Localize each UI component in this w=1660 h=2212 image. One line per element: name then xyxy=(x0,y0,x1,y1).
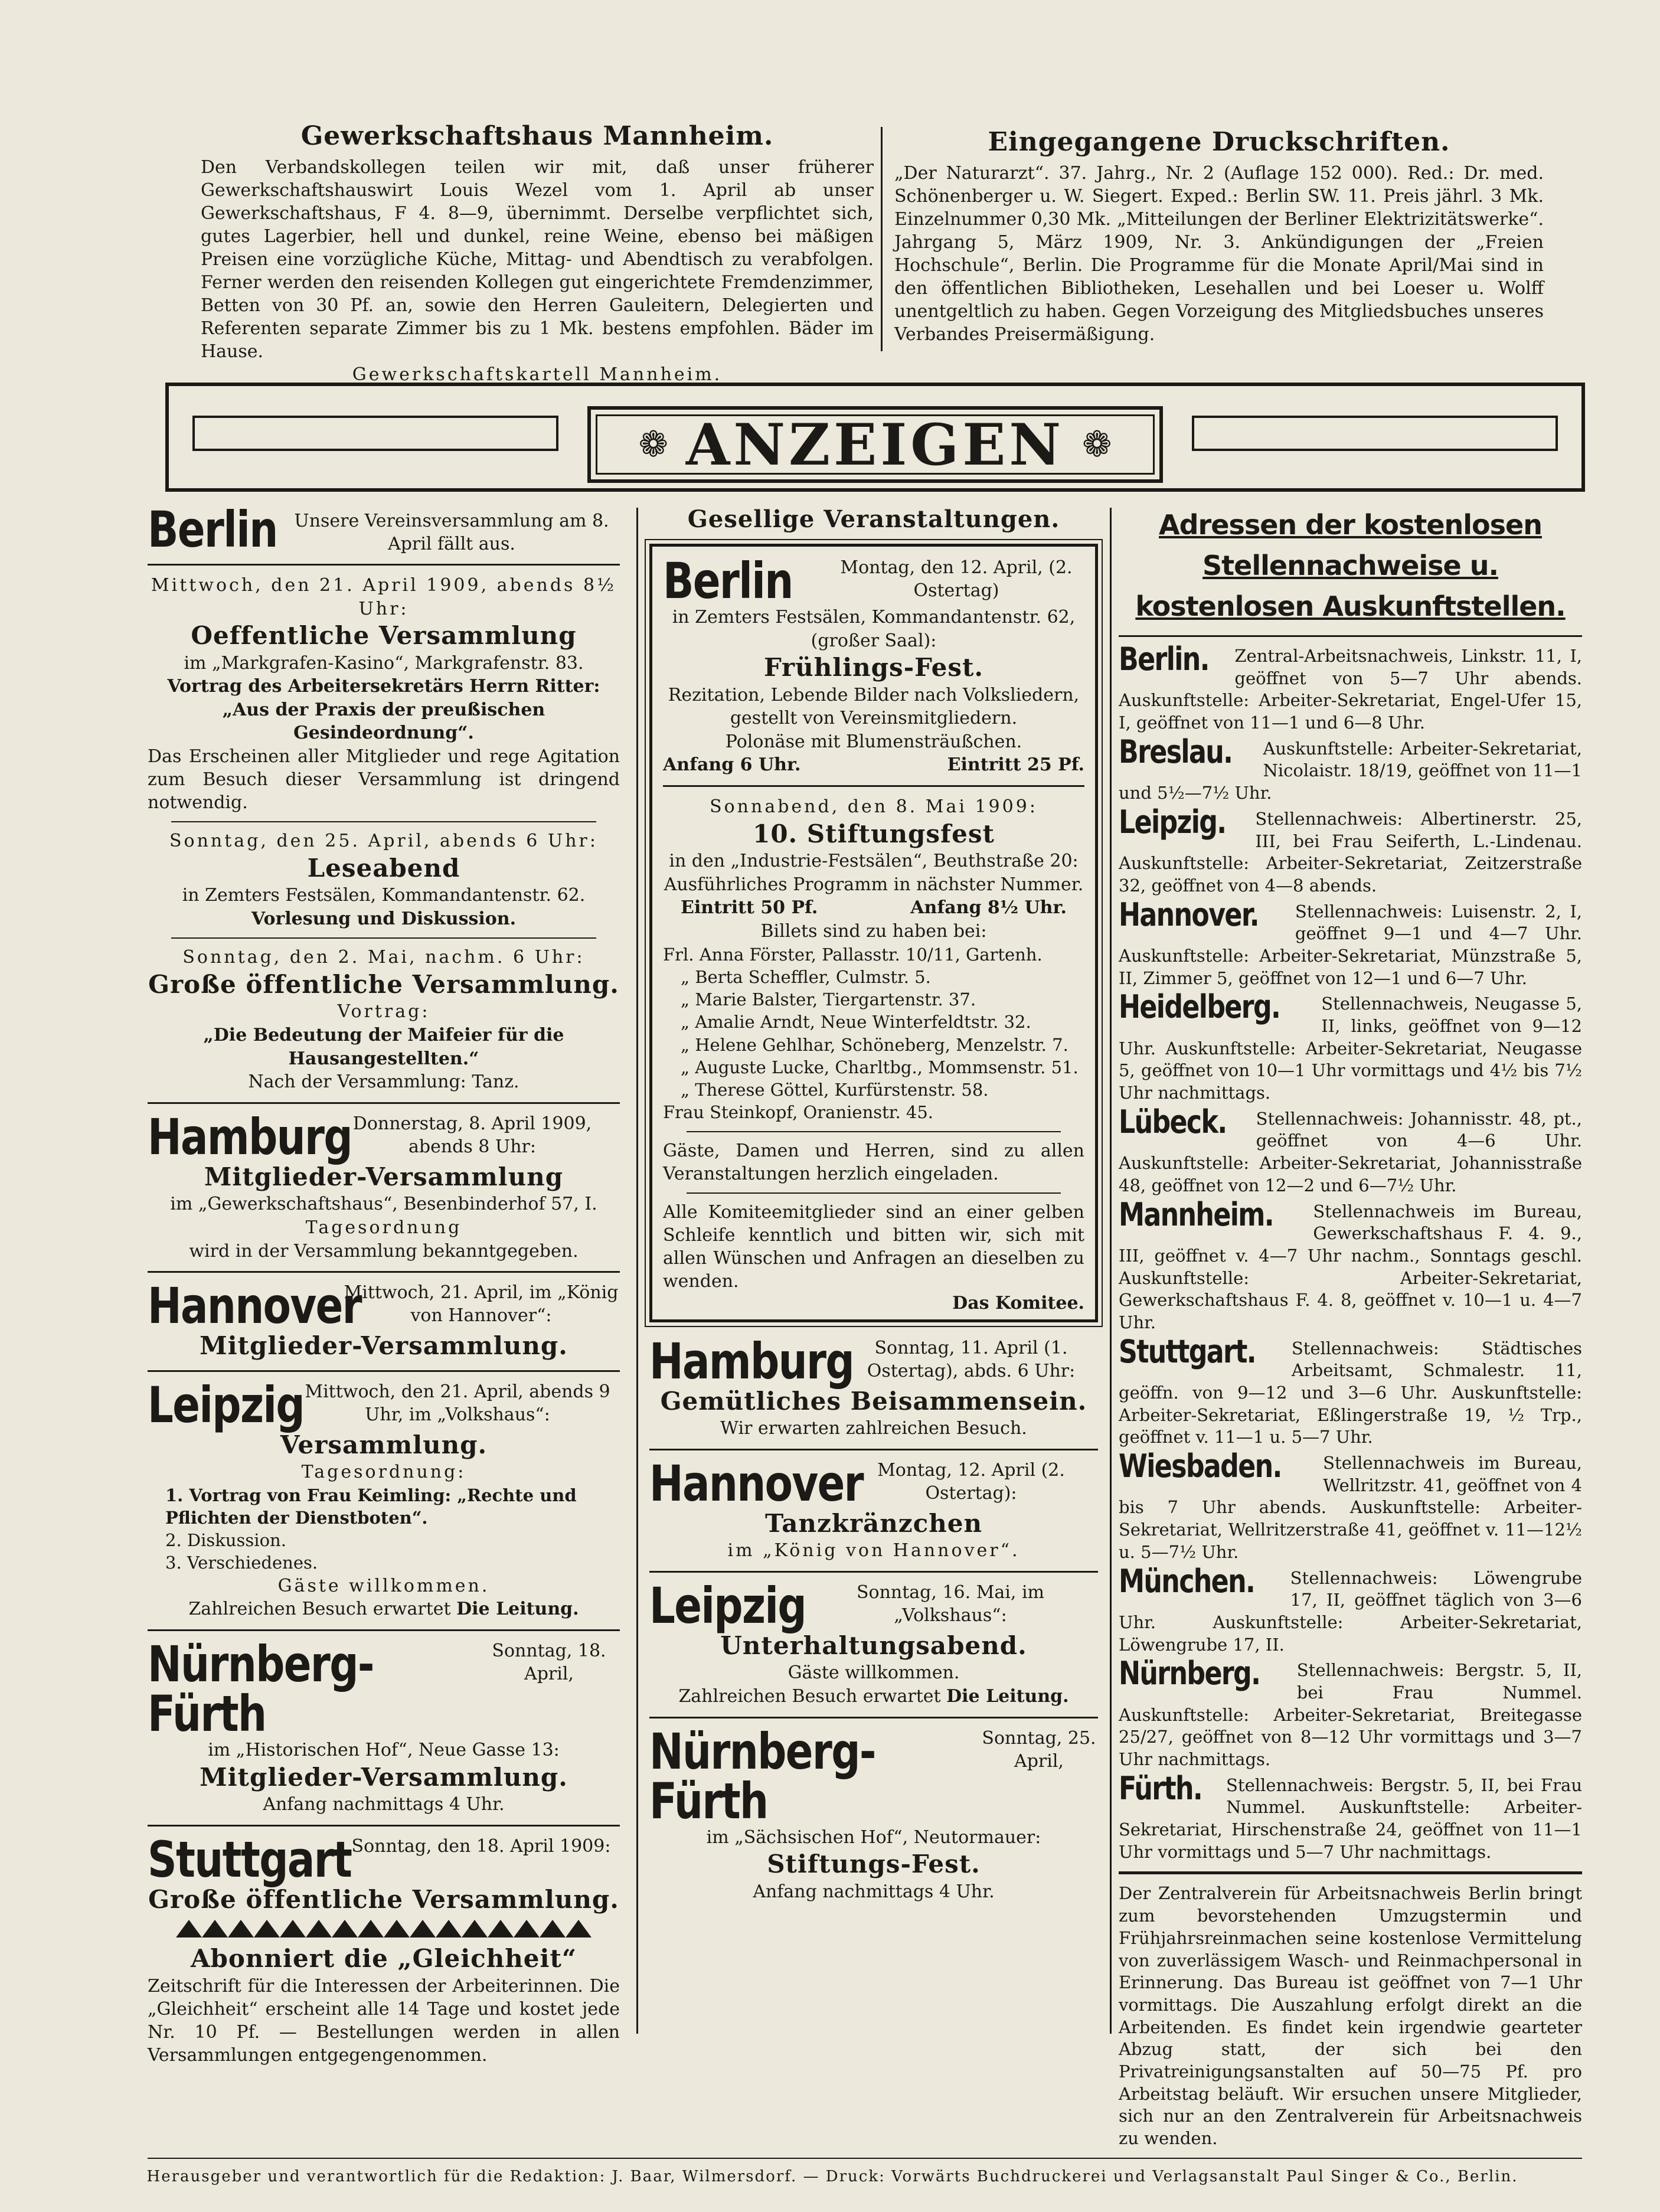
event-title: Gemütliches Beisammensein. xyxy=(660,1386,1087,1416)
entry-city: Leipzig. xyxy=(1119,803,1226,841)
entry-city: Wiesbaden. xyxy=(1119,1448,1282,1485)
event-title: Mitglieder-Versammlung. xyxy=(200,1331,568,1361)
address-entry xyxy=(1119,1195,1582,1334)
top-left-article xyxy=(201,121,874,385)
article-signature: Gewerkschaftskartell Mannheim. xyxy=(352,364,723,385)
agenda-list xyxy=(148,1484,620,1574)
address-entry xyxy=(1119,896,1582,990)
address-entry xyxy=(1119,1562,1582,1656)
event-subtitle: Vorlesung und Diskussion. xyxy=(251,908,517,929)
event-note: Das Erscheinen aller Mitglieder und rege Agitation zum Besuch dieser Versammlung ist dringend notwendig. xyxy=(148,746,620,813)
event-entry: Eintritt 50 Pf. xyxy=(681,897,818,919)
promo-title: Abonniert die „Gleichheit“ xyxy=(190,1944,577,1974)
address-entry xyxy=(1119,803,1582,897)
entry-city: Stuttgart. xyxy=(1119,1332,1256,1370)
address-entry xyxy=(1119,1769,1582,1864)
seller: „ Therese Göttel, Kurfürstenstr. 58. xyxy=(681,1080,989,1100)
entry-city: Nürnberg. xyxy=(1119,1655,1260,1693)
separator xyxy=(649,1717,1098,1718)
seller: „ Berta Scheffler, Culmstr. 5. xyxy=(681,966,931,987)
event-polonaise: Polonäse mit Blumensträußchen. xyxy=(725,731,1022,752)
entry-text: Stellennachweis, Neugasse 5, II, links, geöffnet von 9—12 Uhr. Auskunftstelle: Arbeiter-Sekretariat, Neugasse 5, geöffnet von 10—1 Uhr vormittags und 4½ bis 7½ Uhr nachmittags. xyxy=(1119,994,1582,1103)
event-place: in Zemters Festsälen, Kommandantenstr. 62, (großer Saal): xyxy=(672,607,1076,651)
event-title: Oeffentliche Versammlung xyxy=(191,621,577,651)
rosette-icon: ❁ xyxy=(638,424,668,465)
event-date: Mittwoch, 21. April, im „König von Hannover“: xyxy=(344,1282,619,1326)
entry-text: Auskunftstelle: Arbeiter-Sekretariat, Nicolaistr. 18/19, geöffnet von 11—1 und 5½—7½ Uhr. xyxy=(1119,738,1582,803)
closing-text: Zahlreichen Besuch erwartet xyxy=(678,1685,941,1707)
event-start-entry xyxy=(663,753,1084,777)
entry-text: Stellennachweis: Löwengrube 17, II, geöffnet täglich von 3—6 Uhr. Auskunftstelle: Arbeiter-Sekretariat, Löwengrube 17, II. xyxy=(1119,1567,1582,1655)
event-date: Sonntag, 11. April (1. Ostertag), abds. 6 Uhr: xyxy=(867,1337,1076,1381)
article-title: Gewerkschaftshaus Mannheim. xyxy=(300,121,774,151)
entry-city: Fürth. xyxy=(1119,1769,1202,1807)
column-divider-right xyxy=(1110,508,1112,2034)
separator xyxy=(649,1571,1098,1573)
city-name: Stuttgart xyxy=(148,1830,352,1888)
event-place: im „Gewerkschaftshaus“, Besenbinderhof 57, I. xyxy=(170,1194,597,1215)
event-date: Sonntag, 18. April, xyxy=(492,1640,606,1684)
address-entry xyxy=(1119,1655,1582,1770)
agenda-item: 1. Vortrag von Frau Keimling: „Rechte und Pflichten der Dienstboten“. xyxy=(165,1485,577,1528)
ad-hamburg xyxy=(148,1107,620,1166)
rosette-icon: ❁ xyxy=(1082,424,1112,465)
event-date: Sonnabend, den 8. Mai 1909: xyxy=(710,796,1038,818)
right-column xyxy=(1119,505,1582,2150)
event-title: Stiftungs-Fest. xyxy=(767,1850,981,1879)
address-entry xyxy=(1119,641,1582,734)
middle-column xyxy=(649,505,1098,1903)
seller: Frl. Anna Förster, Pallasstr. 10/11, Gartenh. xyxy=(663,944,1043,965)
separator xyxy=(1119,1871,1582,1874)
ad-nuernberg xyxy=(148,1635,620,1743)
event-date: Mittwoch, den 21. April, abends 9 Uhr, im „Volkshaus“: xyxy=(305,1381,610,1425)
event-start: Anfang 6 Uhr. xyxy=(663,754,801,776)
entry-text: Stellennachweis: Bergstr. 5, II, bei Frau Nummel. Auskunftstelle: Arbeiter-Sekretariat, Breitegasse 25/27, geöffnet von 8—12 Uhr vormittags und 3—7 Uhr nachmittags. xyxy=(1119,1660,1582,1769)
event-place: in Zemters Festsälen, Kommandantenstr. 62. xyxy=(182,885,586,906)
agenda-item: 2. Diskussion. xyxy=(165,1530,286,1551)
entry-text: Stellennachweis: Albertinerstr. 25, III, bei Frau Seiferth, L.-Lindenau. Auskunftstelle: Arbeiter-Sekretariat, Zeitzerstraße 32, geöffnet von 4—8 abends. xyxy=(1119,808,1582,896)
closing-text: Zahlreichen Besuch erwartet xyxy=(188,1599,451,1620)
separator xyxy=(148,1825,620,1827)
banner-title-box xyxy=(587,406,1163,483)
ad-nuernberg xyxy=(649,1722,1098,1830)
seller: „ Helene Gehlhar, Schöneberg, Menzelstr. 7. xyxy=(681,1034,1068,1055)
event-date: Sonntag, 16. Mai, im „Volkshaus“: xyxy=(856,1582,1045,1626)
entry-text: Stellennachweis: Luisenstr. 2, I, geöffnet 9—1 und 4—7 Uhr. Auskunftstelle: Arbeiter-Sekretariat, Münzstraße 5, II, Zimmer 5, geöffnet von 12—1 und 6—7 Uhr. xyxy=(1119,901,1582,988)
closing-line xyxy=(649,1685,1098,1708)
event-title: Frühlings-Fest. xyxy=(763,653,984,682)
event-start: Anfang 8½ Uhr. xyxy=(910,897,1067,919)
ad-stuttgart xyxy=(148,1830,620,1888)
invite-note: Gäste, Damen und Herren, sind zu allen Veranstaltungen herzlich eingeladen. xyxy=(663,1140,1084,1184)
separator xyxy=(687,1192,1061,1194)
promo-body: Zeitschrift für die Interessen der Arbeiterinnen. Die „Gleichheit“ erscheint alle 14 Tage und kostet jede Nr. 10 Pf. — Bestellungen werden in allen Versammlungen entgegengenommen. xyxy=(148,1975,620,2066)
zentralverein-notice: Der Zentralverein für Arbeitsnachweis Berlin bringt zum bevorstehenden Umzugstermin und Frühjahrsreinmachen seine kostenlose Vermittelung von zuverlässigem Wasch- und Reinmachpersonal in Erinnerung. Das Bureau ist geöffnet von 7—1 Uhr vormittags. Die Auszahlung erfolgt direkt an die Arbeitenden. Es findet kein irgendwie gearteter Abzug statt, der sich bei den Privatreinigungsanstalten auf 50—75 Pf. pro Arbeitstag beläuft. Wir ersuchen unsere Mitglieder, sich nur an den Zentralverein für Arbeitsnachweis zu wenden. xyxy=(1119,1883,1582,2148)
closing-signature: Die Leitung. xyxy=(456,1599,579,1620)
anzeigen-banner xyxy=(165,383,1585,501)
address-entry xyxy=(1119,1103,1582,1197)
entry-text: Stellennachweis: Städtisches Arbeitsamt, Schmalestr. 11, geöffn. von 9—12 und 3—6 Uhr. Auskunftstelle: Arbeiter-Sekretariat, Eßlingerstraße 19, ½ Trp., geöffnet v. 11—1 u. 5—7 Uhr. xyxy=(1119,1338,1582,1448)
column-divider-left xyxy=(636,508,638,2034)
guests-note: Gäste willkommen. xyxy=(787,1662,960,1684)
guests-note: Gäste willkommen. xyxy=(277,1575,490,1596)
top-right-article xyxy=(894,127,1544,346)
city-name: Leipzig xyxy=(148,1375,305,1434)
ad-header xyxy=(663,552,1084,610)
event-date: Montag, den 12. April, (2. Ostertag) xyxy=(840,557,1073,601)
address-entry xyxy=(1119,988,1582,1104)
event-after: Nach der Versammlung: Tanz. xyxy=(248,1071,519,1093)
committee-note: Alle Komiteemitglieder sind an einer gelben Schleife kenntlich und bitten wir, sich mit allen Wünschen und Anfragen an dieselben zu wenden. xyxy=(663,1201,1084,1292)
agenda-label: Tagesordnung: xyxy=(301,1462,466,1483)
event-time: Anfang nachmittags 4 Uhr. xyxy=(753,1881,995,1902)
event-title: Leseabend xyxy=(307,853,460,883)
banner-title: ANZEIGEN xyxy=(685,411,1065,478)
event-title: Mitglieder-Versammlung. xyxy=(200,1762,568,1792)
ad-hannover xyxy=(148,1277,620,1335)
event-place: im „König von Hannover“. xyxy=(727,1540,1020,1561)
event-date: Sonntag, den 18. April 1909: xyxy=(351,1835,611,1857)
address-list xyxy=(1119,641,1582,1863)
event-date: Sonntag, den 2. Mai, nachm. 6 Uhr: xyxy=(182,947,585,968)
article-body: „Der Naturarzt“. 37. Jahrg., Nr. 2 (Auflage 152 000). Red.: Dr. med. Schönenberger u. W. Siegert. Exped.: Berlin SW. 11. Preis jährl. 3 Mk. Einzelnummer 0,30 Mk. „Mitteilungen der Berliner Elektrizitätswerke“. Jahrgang 5, März 1909, Nr. 3. Ankündigungen der „Freien Hochschule“, Berlin. Die Programme für die Monate April/Mai sind in den öffentlichen Bibliotheken, Lesehallen und bei Loeser u. Wolff unentgeltlich zu haben. Gegen Vorzeigung des Mitgliedsbuches unseres Verbandes Preisermäßigung. xyxy=(894,163,1544,345)
entry-city: Mannheim. xyxy=(1119,1195,1273,1233)
event-talk: Vortrag des Arbeitersekretärs Herrn Ritter: „Aus der Praxis der preußischen Gesindeordnung“. xyxy=(167,676,600,744)
event-program: Rezitation, Lebende Bilder nach Volksliedern, gestellt von Vereinsmitgliedern. xyxy=(668,684,1080,729)
event-title: 10. Stiftungsfest xyxy=(753,819,995,848)
entry-text: Stellennachweis im Bureau, Wellritzstr. 41, geöffnet von 4 bis 7 Uhr abends. Auskunftstelle: Arbeiter-Sekretariat, Wellritzerstraße 41, geöffnet v. 11—12½ u. 5—7½ Uhr. xyxy=(1119,1453,1582,1562)
tickets-label: Billets sind zu haben bei: xyxy=(760,920,987,942)
event-title: Große öffentliche Versammlung. xyxy=(148,1884,619,1914)
separator xyxy=(171,821,596,822)
separator xyxy=(1119,635,1582,637)
section-heading: Gesellige Veranstaltungen. xyxy=(687,505,1060,533)
entry-city: Breslau. xyxy=(1119,733,1233,770)
ad-berlin-box xyxy=(649,544,1098,1322)
address-entry xyxy=(1119,733,1582,805)
event-entry-start xyxy=(663,896,1084,920)
committee-signature: Das Komitee. xyxy=(952,1292,1084,1314)
left-column xyxy=(148,501,620,2067)
separator xyxy=(148,564,620,566)
event-place: im „Historischen Hof“, Neue Gasse 13: xyxy=(208,1739,560,1760)
event-entry: Eintritt 25 Pf. xyxy=(947,754,1084,776)
event-place: im „Sächsischen Hof“, Neutormauer: xyxy=(706,1827,1041,1848)
separator xyxy=(148,1102,620,1104)
article-title: Eingegangene Druckschriften. xyxy=(988,127,1450,157)
event-title: Versammlung. xyxy=(280,1430,488,1459)
triangle-ornament xyxy=(148,1920,620,1937)
separator xyxy=(148,1629,620,1631)
ad-leipzig xyxy=(148,1375,620,1434)
event-title: Große öffentliche Versammlung. xyxy=(148,969,619,999)
city-name: Hamburg xyxy=(649,1332,854,1390)
event-title: Unterhaltungsabend. xyxy=(720,1631,1027,1660)
imprint-footer: Herausgeber und verantwortlich für die Redaktion: J. Baar, Wilmersdorf. — Druck: Vorwärts Buchdruckerei und Verlagsanstalt Paul Singer & Co., Berlin. xyxy=(146,2168,1518,2185)
event-program: Ausführliches Programm in nächster Nummer. xyxy=(664,874,1084,895)
event-label: Vortrag: xyxy=(337,1001,430,1022)
event-time: Anfang nachmittags 4 Uhr. xyxy=(263,1794,505,1815)
ad-leipzig xyxy=(649,1576,1098,1635)
separator xyxy=(687,1131,1061,1132)
address-entry xyxy=(1119,1332,1582,1449)
ad-hannover xyxy=(649,1454,1098,1512)
ad-note: Unsere Vereinsversammlung am 8. April fällt aus. xyxy=(294,511,609,554)
event-place: im „Markgrafen-Kasino“, Markgrafenstr. 83. xyxy=(184,652,584,674)
event-date: Donnerstag, 8. April 1909, abends 8 Uhr: xyxy=(352,1113,592,1157)
city-name: Leipzig xyxy=(649,1576,806,1635)
event-date: Sonntag, 25. April, xyxy=(982,1727,1096,1772)
entry-city: Lübeck. xyxy=(1119,1103,1227,1141)
top-column-divider xyxy=(881,127,883,351)
event-date: Sonntag, den 25. April, abends 6 Uhr: xyxy=(169,831,598,852)
ad-hamburg xyxy=(649,1332,1098,1390)
seller: „ Marie Balster, Tiergartenstr. 37. xyxy=(681,989,976,1010)
event-title: Mitglieder-Versammlung xyxy=(204,1162,564,1191)
seller: Frau Steinkopf, Oranienstr. 45. xyxy=(663,1102,934,1123)
event-note: Wir erwarten zahlreichen Besuch. xyxy=(720,1418,1027,1439)
entry-city: Heidelberg. xyxy=(1119,988,1280,1026)
address-entry xyxy=(1119,1448,1582,1563)
entry-city: Hannover. xyxy=(1119,896,1259,933)
separator xyxy=(663,785,1084,787)
separator xyxy=(148,1271,620,1273)
agenda-item: 3. Verschiedenes. xyxy=(165,1553,318,1573)
entry-text: Stellennachweis: Johannisstr. 48, pt., geöffnet von 4—6 Uhr. Auskunftstelle: Arbeiter-Sekretariat, Johannisstraße 48, geöffnet von 12—2 und 6—7½ Uhr. xyxy=(1119,1108,1582,1195)
entry-text: Stellennachweis im Bureau, Gewerkschaftshaus F. 4. 9., III, geöffnet v. 4—7 Uhr nachm., Sonntags geschl. Auskunftstelle: Arbeiter-Sekretariat, Gewerkschaftshaus F. 4. 8, geöffnet v. 10—1 u. 4—7 Uhr. xyxy=(1119,1201,1582,1332)
agenda-label: Tagesordnung xyxy=(305,1217,462,1238)
city-name: Hannover xyxy=(649,1454,863,1512)
entry-city: München. xyxy=(1119,1562,1255,1600)
event-talk: „Die Bedeutung der Maifeier für die Hausangestellten.“ xyxy=(203,1025,564,1069)
article-body: Den Verbandskollegen teilen wir mit, daß unser früherer Gewerkschaftshauswirt Louis Wezel vom 1. April ab unser Gewerkschaftshaus, F 4. 8—9, übernimmt. Derselbe verpflichtet sich, gutes Lagerbier, hell und dunkel, reine Weine, ebenso bei mäßigen Preisen eine vorzügliche Küche, Mittag- und Abendtisch zu verabfolgen. Ferner werden den reisenden Kollegen gut eingerichtete Fremdenzimmer, Betten von 30 Pf. an, sowie den Herren Gauleitern, Delegierten und Referenten separate Zimmer bis zu 1 Mk. bestens empfohlen. Bäder im Hause. xyxy=(201,157,874,362)
entry-text: Zentral-Arbeitsnachweis, Linkstr. 11, I, geöffnet von 5—7 Uhr abends. Auskunftstelle: Arbeiter-Sekretariat, Engel-Ufer 15, I, geöffnet von 11—1 und 6—8 Uhr. xyxy=(1119,646,1582,733)
section-heading: Adressen der kostenlosen Stellennachweise u. kostenlosen Auskunftstellen. xyxy=(1135,509,1566,622)
event-date: Montag, 12. April (2. Ostertag): xyxy=(877,1459,1065,1504)
closing-signature: Die Leitung. xyxy=(946,1685,1069,1707)
separator xyxy=(148,1370,620,1372)
entry-text: Stellennachweis: Bergstr. 5, II, bei Frau Nummel. Auskunftstelle: Arbeiter-Sekretariat, Hirschenstraße 24, geöffnet von 11—1 Uhr vormittags und 5—7 Uhr nachmittags. xyxy=(1119,1775,1582,1862)
city-name: Berlin xyxy=(148,501,277,558)
event-place: in den „Industrie-Festsälen“, Beuthstraße 20: xyxy=(669,851,1079,872)
city-name: Nürnberg-Fürth xyxy=(148,1635,374,1743)
ad-berlin xyxy=(148,501,620,558)
seller: „ Auguste Lucke, Charltbg., Mommsenstr. 51. xyxy=(681,1057,1079,1077)
separator xyxy=(171,937,596,939)
city-name: Nürnberg-Fürth xyxy=(649,1722,875,1830)
ticket-sellers xyxy=(663,943,1084,1124)
city-name: Berlin xyxy=(663,552,793,610)
event-title: Tanzkränzchen xyxy=(764,1508,983,1538)
separator xyxy=(649,1449,1098,1450)
entry-city: Berlin. xyxy=(1119,641,1209,678)
city-name: Hamburg xyxy=(148,1107,352,1166)
closing-line xyxy=(148,1597,620,1621)
agenda-note: wird in der Versammlung bekanntgegeben. xyxy=(189,1240,579,1262)
seller: „ Amalie Arndt, Neue Winterfeldtstr. 32. xyxy=(681,1012,1031,1033)
event-date: Mittwoch, den 21. April 1909, abends 8½ Uhr: xyxy=(151,575,617,619)
footer-rule xyxy=(148,2158,1582,2159)
city-name: Hannover xyxy=(148,1277,361,1335)
